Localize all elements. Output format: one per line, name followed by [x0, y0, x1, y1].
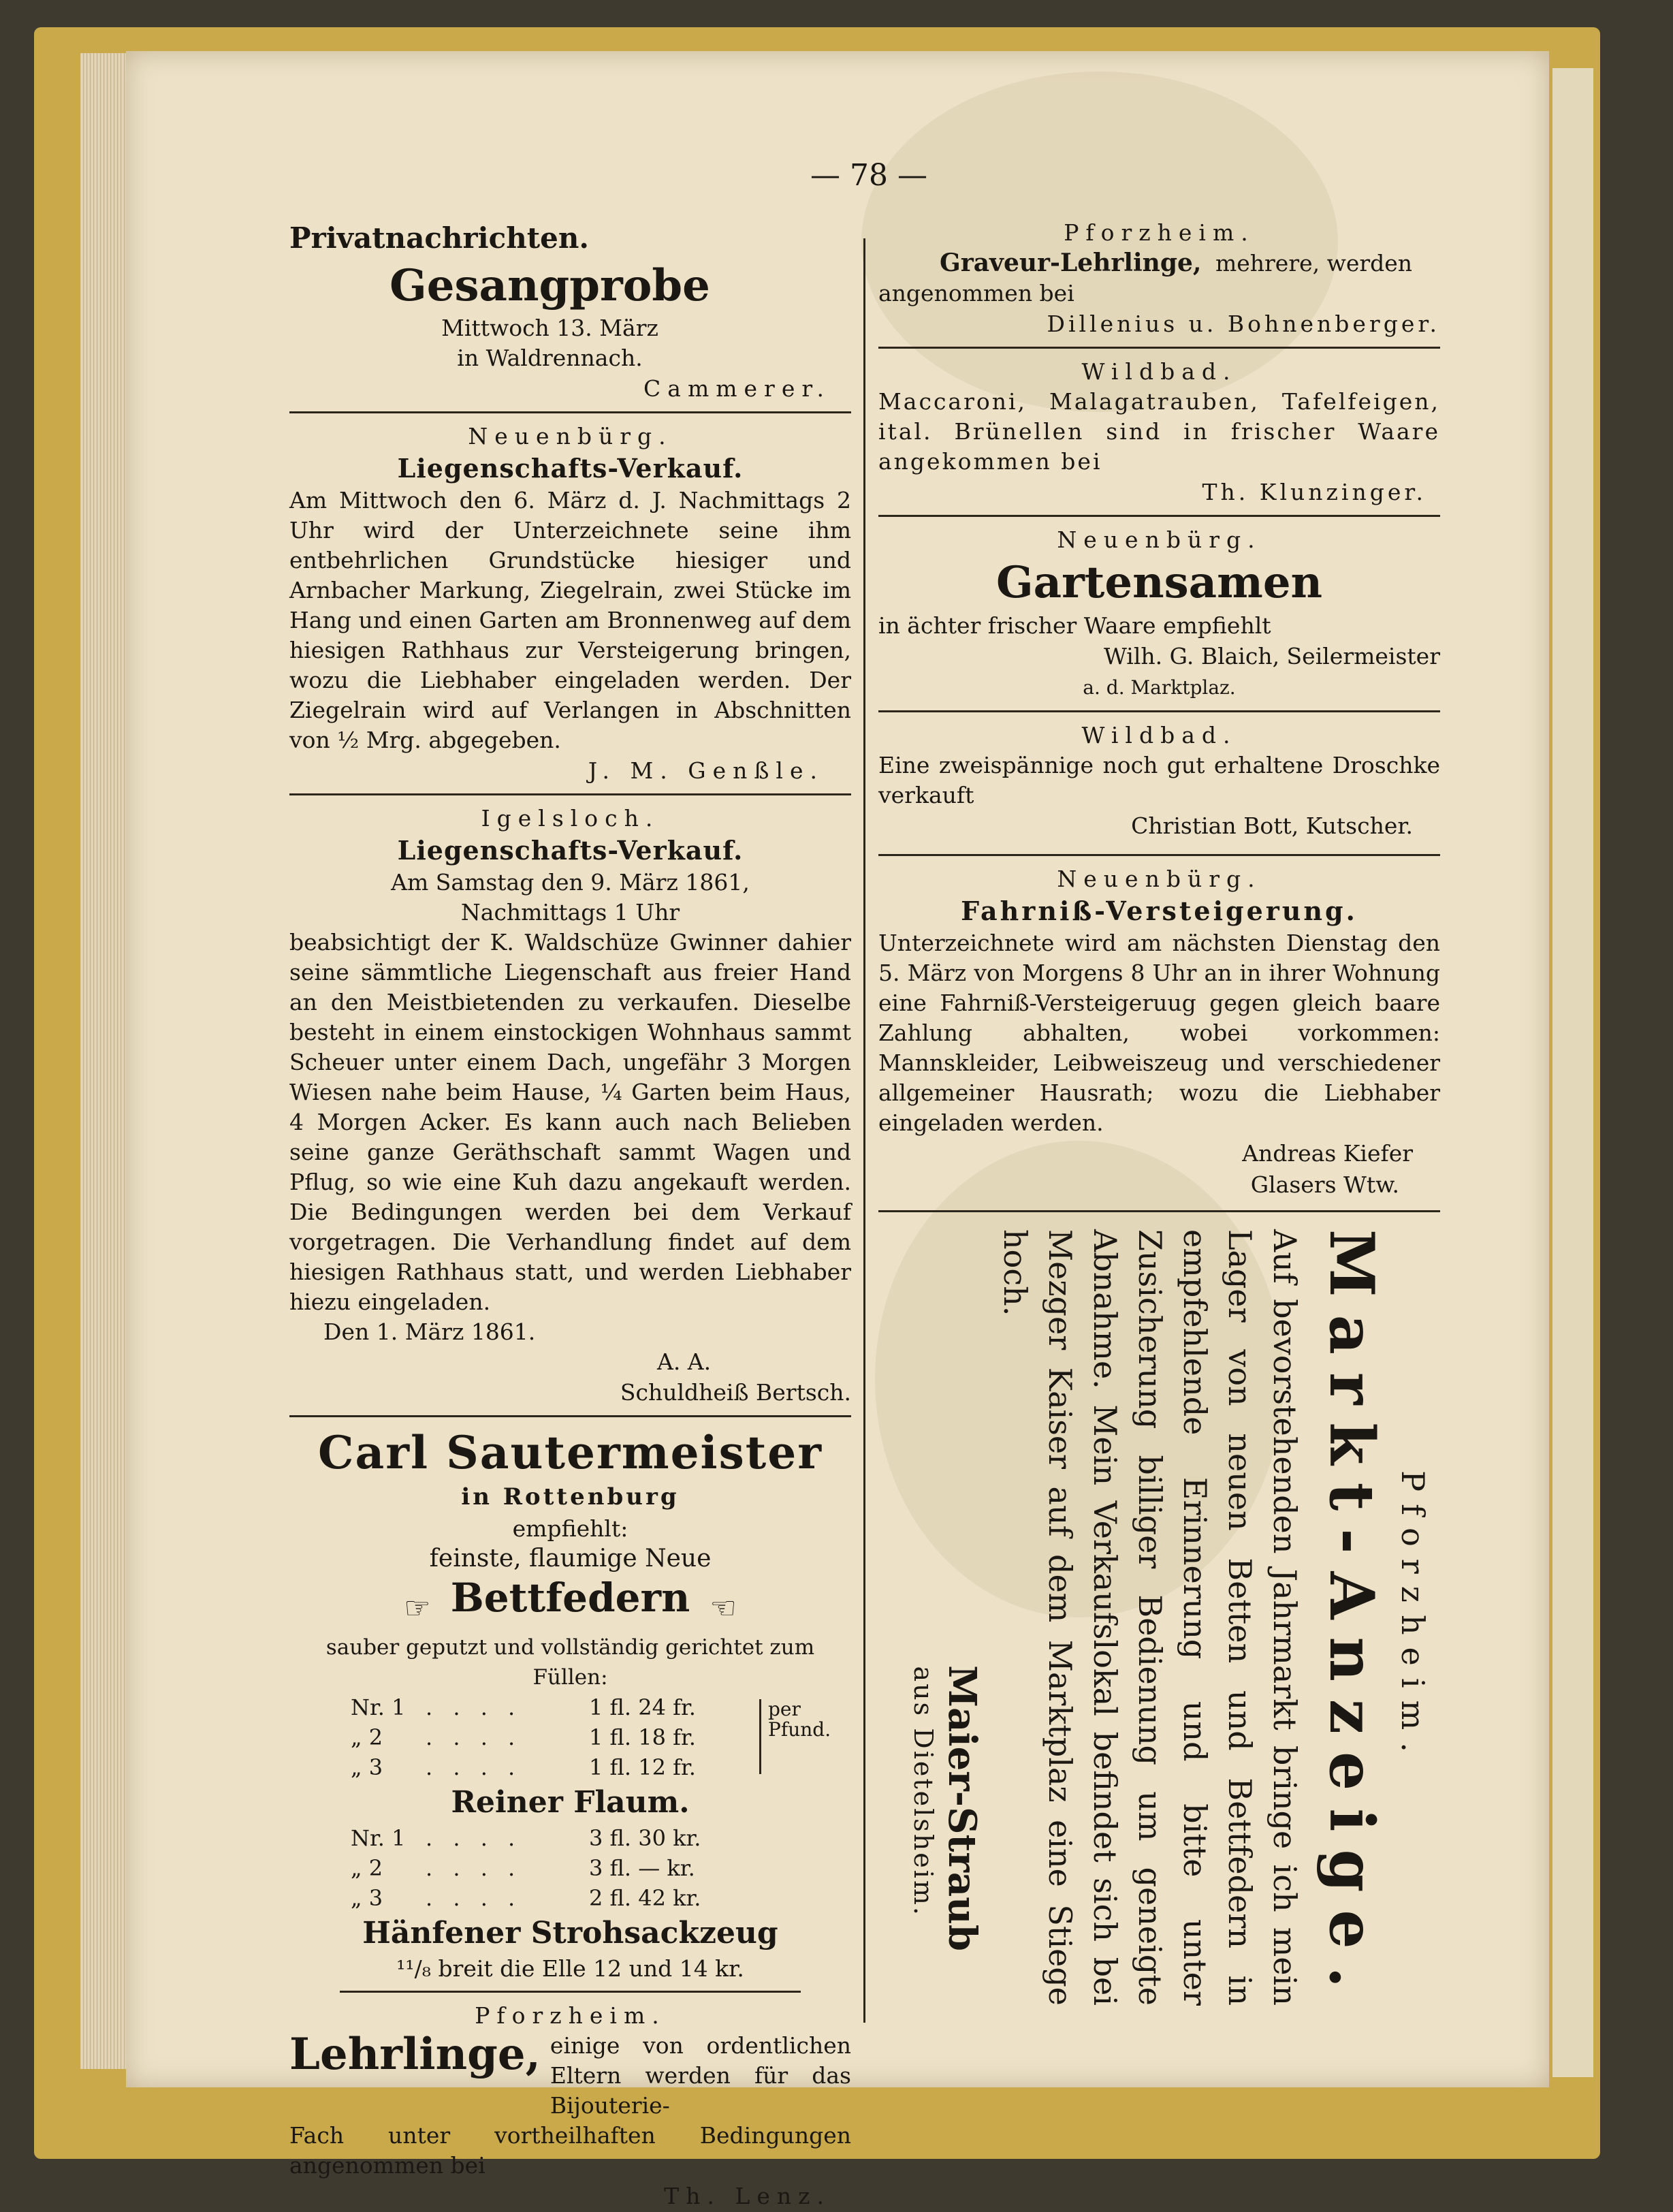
ad-body: Unterzeichnete wird am nächsten Dienstag den 5. März von Morgens 8 Uhr an in ihrer Wohnung eine Fahrniß-Versteigeruug gegen gleich baare Zahlung abhalten, wobei vorkommen: Mannskleider, Leibweiszeug und verschiedener allgemeiner Hausrath; wozu die Liebhaber eingeladen werden.: [878, 930, 1440, 1136]
pointing-hand-right-icon: ☞: [404, 1590, 431, 1626]
page-number: — 78 —: [810, 158, 927, 193]
ad-body: Eine zweispännige noch gut erhaltene Droschke verkauft: [878, 752, 1440, 808]
price-value: 2 fl. 42 kr.: [589, 1884, 701, 1911]
price-table: [351, 1823, 851, 1913]
ad-gartensamen: [878, 525, 1440, 704]
ad-title: Gesangprobe: [389, 260, 710, 311]
ad-body: Fach unter vortheilhaften Bedingungen angenommen bei: [289, 2121, 851, 2179]
page-stack-edge: [80, 53, 128, 2069]
ad-line: in Waldrennach.: [457, 345, 643, 371]
pointing-hand-left-icon: ☜: [710, 1590, 737, 1626]
price-value: 1 fl. 12 fr.: [589, 1754, 696, 1780]
price-value: 1 fl. 18 fr.: [589, 1724, 696, 1750]
left-column: [289, 218, 851, 2212]
ad-signature: Christian Bott, Kutscher.: [1131, 812, 1413, 839]
ad-signature: Cammerer.: [643, 375, 831, 402]
price-nr: „ 2: [351, 1854, 383, 1881]
ad-signature: J. M. Genßle.: [588, 757, 824, 784]
ad-title: Fahrniß-Versteigerung.: [961, 896, 1358, 926]
ad-signature: Dillenius u. Bohnenberger.: [1047, 311, 1440, 337]
ad-title-rest: mehrere, werden: [1215, 250, 1413, 276]
ad-city: in Rottenburg: [461, 1483, 680, 1511]
ad-signature: Schuldheiß Bertsch.: [620, 1379, 851, 1406]
ad-title: Lehrlinge,: [289, 2028, 541, 2080]
price-row: [351, 1883, 851, 1913]
per-pfund-note: per Pfund.: [759, 1699, 843, 1774]
price-nr: „ 3: [351, 1754, 383, 1780]
ad-place: Pforzheim.: [1395, 1470, 1431, 1765]
price-row: [351, 1823, 851, 1853]
ad-line: feinste, flaumige Neue: [429, 1545, 712, 1573]
price-dots: . . . .: [426, 1884, 522, 1911]
price-nr: Nr. 1: [351, 1824, 406, 1851]
price-value: 3 fl. — kr.: [589, 1854, 695, 1881]
separator-rule: [289, 411, 851, 413]
next-page-edge: [1552, 68, 1593, 2077]
ad-place: Igelsloch.: [481, 805, 660, 832]
ad-place: Pforzheim.: [475, 2002, 666, 2029]
section-title: Hänfener Strohsackzeug: [362, 1915, 778, 1950]
column-divider: [863, 238, 865, 2023]
ad-side-text: einige von ordentlichen Eltern werden für das Bijouterie-: [549, 2032, 851, 2119]
right-column: [878, 218, 1440, 1220]
ad-line: Mittwoch 13. März: [441, 315, 658, 341]
ad-liegenschaft-neuenbuerg: [289, 422, 851, 787]
ad-place: Wildbad.: [1081, 358, 1237, 385]
separator-rule: [289, 1415, 851, 1417]
ad-title: Liegenschafts-Verkauf.: [397, 835, 744, 866]
price-nr: „ 3: [351, 1884, 383, 1911]
ad-signature: Th. Lenz.: [664, 2182, 831, 2209]
ad-title-line: [940, 248, 1440, 279]
ad-title: Graveur-Lehrlinge,: [940, 249, 1202, 277]
ad-body: Maccaroni, Malagatrauben, Tafelfeigen, ital. Brünellen sind in frischer Waare angekommen bei: [878, 388, 1440, 475]
ad-signature: Wilh. G. Blaich, Seilermeister: [1103, 643, 1440, 669]
ad-aa: A. A.: [657, 1348, 712, 1375]
ad-line: sauber geputzt und vollständig gerichtet zum Füllen:: [325, 1634, 815, 1690]
price-value: 3 fl. 30 kr.: [589, 1824, 701, 1851]
price-dots: . . . .: [426, 1724, 522, 1750]
ad-signature: Maier-Straub: [940, 1665, 985, 1951]
separator-rule: [878, 1210, 1440, 1212]
ad-body: Am Mittwoch den 6. März d. J. Nachmittags 2 Uhr wird der Unterzeichnete seine ihm entbehrlichen Grundstücke hiesiger und Arnbacher Markung, Ziegelrain, zwei Stücke im Hang und einen Garten am Bronnenweg auf dem hiesigen Rathhaus zur Versteigerung bringen, wozu die Liebhaber eingeladen werden. Der Ziegelrain wird auf Verlangen in Abschnitten von ½ Mrg. abgegeben.: [289, 487, 851, 753]
section-title: Reiner Flaum.: [451, 1784, 690, 1820]
ad-place: Neuenbürg.: [1057, 866, 1262, 892]
ad-body: angenommen bei: [878, 280, 1074, 306]
ad-signature: Andreas Kiefer: [1242, 1140, 1413, 1167]
ad-signature-address: a. d. Marktplaz.: [1083, 676, 1236, 699]
ad-gesangprobe: [289, 218, 851, 405]
rotated-ad-frame: [885, 1216, 1437, 2019]
ad-body: Auf bevorstehenden Jahrmarkt bringe ich mein Lager von neuen Betten und Bettfedern in empfehlende Erinnerung und bitte unter Zusicherung billiger Bedienung um geneigte Abnahme. Mein Verkaufslokal befindet sich bei Mezger Kaiser auf dem Marktplaz eine Stiege hoch.: [997, 1229, 1303, 2006]
separator-rule: [878, 710, 1440, 712]
separator-rule: [878, 854, 1440, 856]
price-value: 1 fl. 24 fr.: [589, 1694, 696, 1720]
ad-place: Wildbad.: [1081, 722, 1237, 748]
ad-markt-anzeige: [885, 1216, 1437, 2019]
ad-line: ¹¹/₈ breit die Elle 12 und 14 kr.: [396, 1955, 744, 1982]
ad-date: Den 1. März 1861.: [323, 1318, 536, 1345]
ad-line: empfiehlt:: [512, 1515, 628, 1542]
ad-graveur: [878, 218, 1440, 340]
ad-maccaroni: [878, 357, 1440, 508]
lehrlinge-row: [289, 2028, 851, 2121]
ad-line: Nachmittags 1 Uhr: [460, 899, 680, 926]
ad-place: Neuenbürg.: [1057, 526, 1262, 553]
ad-signature-origin: aus Dietelsheim.: [908, 1666, 938, 1917]
separator-rule: [289, 793, 851, 795]
price-row: [351, 1853, 851, 1883]
separator-rule: [878, 347, 1440, 349]
ad-title: Gartensamen: [995, 557, 1323, 608]
ad-signature: Glasers Wtw.: [1250, 1171, 1399, 1198]
ad-title: Markt-Anzeige.: [1316, 1229, 1388, 2006]
ad-sautermeister: [289, 1425, 851, 1984]
price-dots: . . . .: [426, 1754, 522, 1780]
price-nr: Nr. 1: [351, 1694, 406, 1720]
ad-fahrniss: [878, 864, 1440, 1201]
ad-lehrlinge-pforzheim: [289, 2001, 851, 2212]
ad-body: in ächter frischer Waare empfiehlt: [878, 612, 1271, 639]
ad-title: Liegenschafts-Verkauf.: [397, 453, 744, 484]
price-list-bettfedern: [289, 1692, 851, 1782]
price-dots: . . . .: [426, 1854, 522, 1881]
ad-droschke: [878, 721, 1440, 842]
product-title: Bettfedern: [450, 1575, 690, 1621]
section-heading: Privatnachrichten.: [289, 221, 590, 255]
ad-signature: Th. Klunzinger.: [1202, 479, 1427, 505]
ad-body: beabsichtigt der K. Waldschüze Gwinner dahier seine sämmtliche Liegenschaft aus freier Hand an den Meistbietenden zu verkaufen. Dieselbe besteht in einem einstockigen Wohnhaus sammt Scheuer unter einem Dach, ungefähr 3 Morgen Wiesen nahe beim Hause, ¼ Garten beim Haus, 4 Morgen Acker. Es kann auch nach Belieben seine ganze Geräthschaft sammt Wagen und Pflug, so wie eine Kuh dazu angekauft werden. Die Bedingungen werden bei dem Verkauf vorgetragen. Die Verhandlung findet auf dem hiesigen Rathhaus statt, und werden Liebhaber hiezu eingeladen.: [289, 929, 851, 1315]
ad-title: Carl Sautermeister: [317, 1426, 823, 1479]
ad-line: Am Samstag den 9. März 1861,: [391, 869, 750, 896]
product-line: [289, 1574, 851, 1632]
separator-rule: [878, 515, 1440, 517]
ad-place: Pforzheim.: [1064, 219, 1255, 246]
ad-place: Neuenbürg.: [468, 423, 673, 449]
price-dots: . . . .: [426, 1694, 522, 1720]
ad-liegenschaft-igelsloch: [289, 804, 851, 1408]
price-nr: „ 2: [351, 1724, 383, 1750]
separator-rule: [340, 1991, 801, 1993]
price-dots: . . . .: [426, 1824, 522, 1851]
